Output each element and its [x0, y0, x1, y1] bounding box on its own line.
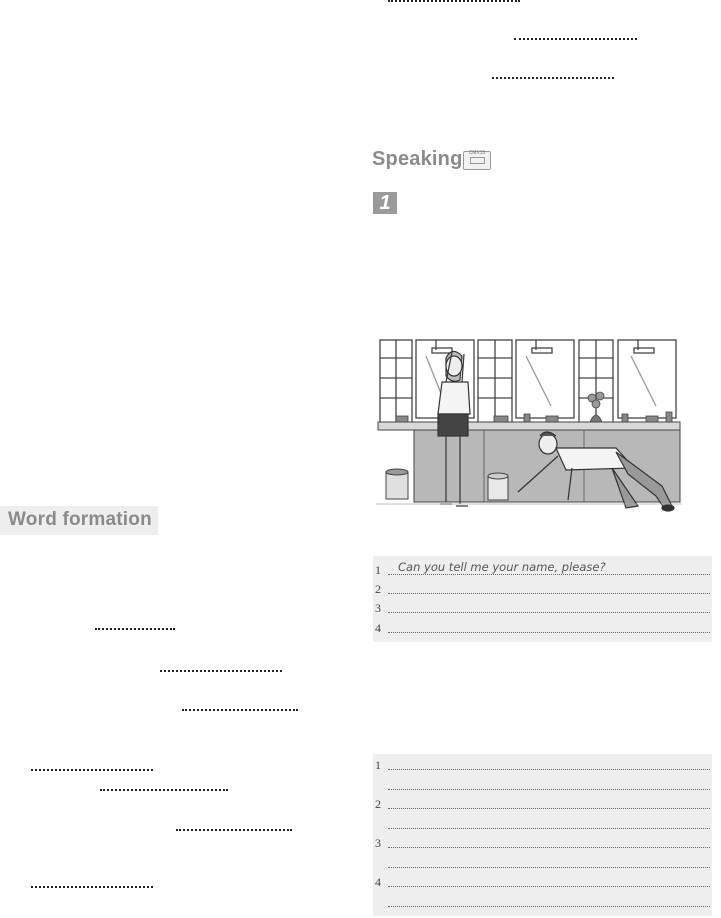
answer-line[interactable]	[388, 769, 710, 770]
question-number: 2	[375, 797, 381, 811]
answer-blank[interactable]	[514, 38, 637, 40]
answer-blank[interactable]	[160, 670, 282, 672]
answer-blank[interactable]	[492, 77, 614, 79]
cassette-label: CMX15	[468, 150, 486, 156]
answer-lines-box-b	[373, 754, 712, 916]
answer-blank[interactable]	[31, 886, 153, 888]
answer-line[interactable]	[388, 828, 710, 829]
word-formation-heading: Word formation	[0, 506, 158, 535]
answer-line[interactable]	[388, 632, 710, 633]
question-number: 4	[375, 621, 381, 635]
answer-line[interactable]	[388, 593, 710, 594]
answer-line[interactable]	[388, 867, 710, 868]
answer-line[interactable]	[388, 906, 710, 907]
example-answer: Can you tell me your name, please?	[398, 560, 606, 574]
question-number: 3	[375, 601, 381, 615]
answer-line[interactable]	[388, 847, 710, 848]
speaking-heading: Speaking	[372, 148, 463, 170]
answer-blank[interactable]	[176, 829, 292, 831]
question-number: 2	[375, 582, 381, 596]
cassette-tape-icon	[463, 151, 491, 170]
answer-line[interactable]	[388, 612, 710, 613]
answer-blank[interactable]	[100, 789, 228, 791]
answer-line[interactable]	[388, 886, 710, 887]
answer-blank[interactable]	[31, 769, 153, 771]
question-number: 3	[375, 836, 381, 850]
question-number: 1	[375, 758, 381, 772]
answer-blank[interactable]	[95, 628, 175, 630]
answer-line[interactable]	[388, 808, 710, 809]
answer-line[interactable]	[388, 789, 710, 790]
question-number: 1	[375, 563, 381, 577]
answer-blank[interactable]	[388, 0, 520, 2]
answer-blank[interactable]	[182, 709, 298, 711]
exercise-number-badge: 1	[373, 192, 397, 214]
question-number: 4	[375, 875, 381, 889]
answer-line[interactable]	[388, 574, 710, 575]
office-restroom-illustration	[376, 336, 682, 514]
